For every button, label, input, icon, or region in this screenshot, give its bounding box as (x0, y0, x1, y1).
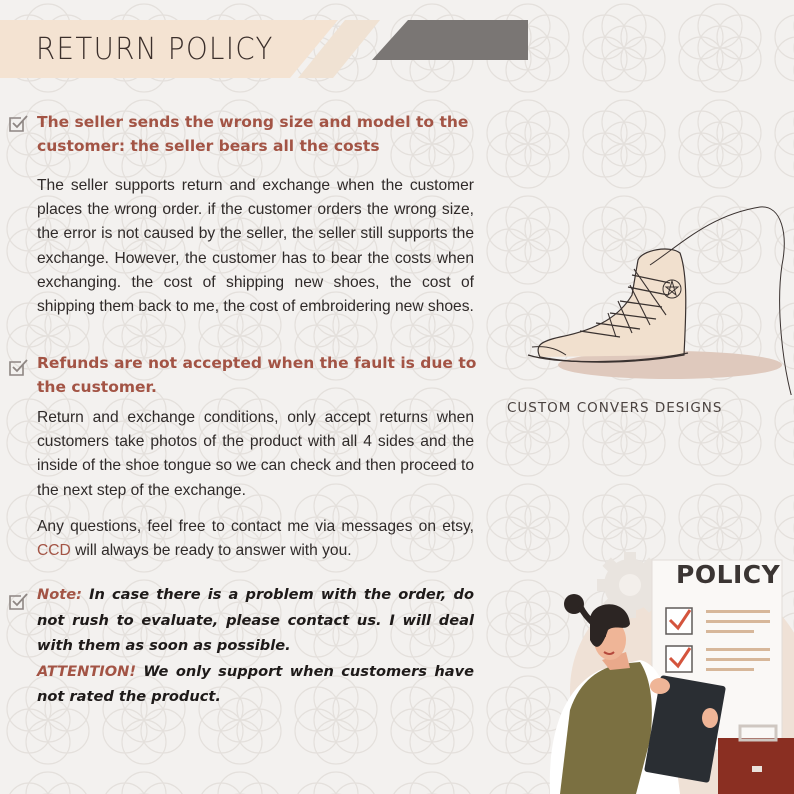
contact-paragraph (37, 515, 474, 563)
policy-board-title: POLICY (676, 560, 781, 589)
section-2-body: Return and exchange conditions, only accept returns when customers take photos of the product with all 4 sides and the inside of the shoe tongue so we can check and then proceed to the next step of the exchange. (37, 409, 474, 499)
sneaker-illustration (520, 205, 794, 395)
note-label: Note: (37, 586, 82, 603)
contact-tail: will always be ready to answer with you. (70, 542, 352, 560)
header-banner (0, 18, 540, 80)
ccd-link: CCD (37, 542, 71, 560)
section-2-heading: Refunds are not accepted when the fault is due to the customer. (37, 354, 477, 396)
shoe-caption: CUSTOM CONVERS DESIGNS (507, 400, 723, 416)
check-box-icon (7, 590, 29, 612)
attention-label: ATTENTION! (37, 662, 136, 680)
section-1-heading: The seller sends the wrong size and model to the customer: the seller bears all the costs (37, 113, 469, 155)
page-title: RETURN POLICY (36, 32, 274, 67)
attention-text: We only support when customers have not rated the product. (37, 662, 474, 705)
section-1-body: The seller supports return and exchange when the customer places the wrong order. if the customer orders the wrong size, the error is not caused by the seller, the seller still supports the exchange. However, the customer has to bear the costs when exchanging. the cost of shipping new shoes, the cost of shipping them back to me, the cost of embroidering new shoes. (37, 177, 474, 316)
check-box-icon (7, 112, 29, 134)
check-box-icon (7, 356, 29, 378)
note-block (37, 582, 474, 710)
note-text: In case there is a problem with the order, do not rush to evaluate, please contact us. I will deal with them as soon as possible. (37, 586, 474, 654)
contact-text: Any questions, feel free to contact me via messages on etsy, (37, 518, 474, 535)
